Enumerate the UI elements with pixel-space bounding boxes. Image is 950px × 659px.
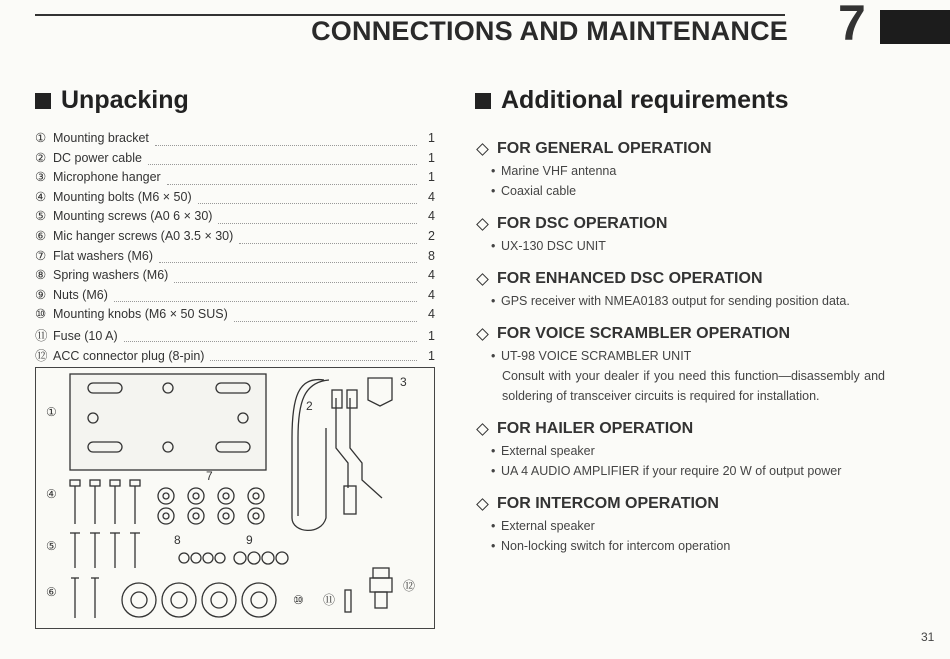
requirement-heading: FOR INTERCOM OPERATION	[497, 495, 719, 512]
item-label: Mic hanger screws (A0 3.5 × 30)	[53, 228, 234, 243]
list-item	[35, 248, 435, 268]
item-number: ①	[35, 131, 47, 145]
list-item	[35, 169, 435, 189]
list-item	[35, 326, 435, 346]
item-number: ④	[35, 189, 47, 204]
item-number: ⑥	[35, 228, 47, 243]
mounting-bracket-illustration	[70, 374, 266, 470]
item-qty: 4	[428, 268, 435, 283]
item-number: ②	[35, 150, 47, 165]
requirement-note: Consult with your dealer if you need this function—disassembly and soldering of transceiver circuits is required for installation.	[502, 369, 885, 403]
mic-hanger-screws-illustration	[71, 578, 99, 618]
item-number: ⑫	[35, 348, 48, 363]
figure-label: 3	[400, 375, 407, 389]
requirement-section	[475, 215, 885, 256]
additional-requirements-heading	[475, 86, 789, 115]
dot-leader	[155, 144, 417, 146]
requirement-section	[475, 495, 885, 556]
list-item	[35, 306, 435, 326]
requirement-section	[475, 325, 885, 406]
requirement-bullet: • UT-98 VOICE SCRAMBLER UNIT	[491, 349, 692, 363]
figure-label: ④	[46, 487, 57, 501]
figure-label: 7	[206, 469, 213, 483]
requirements-list	[475, 140, 885, 570]
accessories-illustration	[36, 368, 434, 628]
list-item	[35, 346, 435, 366]
requirement-bullet: • Coaxial cable	[491, 184, 577, 198]
item-label: Spring washers (M6)	[53, 268, 169, 283]
accessories-figure	[35, 367, 435, 629]
dot-leader	[239, 242, 417, 244]
list-item	[35, 228, 435, 248]
item-label: ACC connector plug (8-pin)	[53, 348, 205, 363]
list-item	[35, 189, 435, 209]
dot-leader	[218, 222, 417, 224]
unpacking-list	[35, 130, 435, 365]
list-item	[35, 150, 435, 170]
list-item	[35, 130, 435, 150]
dot-leader	[198, 202, 417, 204]
diamond-bullet-icon	[476, 273, 489, 286]
item-label: Flat washers (M6)	[53, 248, 154, 263]
item-number: ⑩	[35, 307, 47, 322]
figure-label: 8	[174, 533, 181, 547]
item-number: ③	[35, 170, 47, 185]
list-item	[35, 267, 435, 287]
spring-washers-illustration	[179, 553, 225, 563]
requirement-section	[475, 270, 885, 311]
acc-connector-plug-illustration	[370, 568, 392, 608]
item-number: ⑧	[35, 268, 47, 283]
item-qty: 4	[428, 287, 435, 302]
unpacking-title: Unpacking	[61, 86, 189, 114]
requirement-bullet: • External speaker	[491, 444, 595, 458]
item-number: ⑤	[35, 209, 47, 224]
mounting-bolts-illustration	[70, 480, 140, 524]
dot-leader	[124, 340, 417, 342]
requirement-bullet: • Non-locking switch for intercom operation	[491, 539, 731, 553]
figure-label: 9	[246, 533, 253, 547]
dot-leader	[234, 320, 417, 322]
mic-hanger-illustration	[368, 378, 392, 406]
item-qty: 2	[428, 228, 435, 243]
figure-label: 2	[306, 399, 313, 413]
square-bullet-icon	[475, 93, 491, 109]
page-number: 31	[921, 630, 935, 644]
item-label: DC power cable	[53, 150, 142, 165]
item-label: Fuse (10 A)	[53, 328, 118, 343]
fuse-illustration	[345, 590, 351, 612]
list-item	[35, 287, 435, 307]
item-label: Mounting bracket	[53, 131, 149, 145]
item-label: Mounting bolts (M6 × 50)	[53, 189, 192, 204]
requirement-bullet: • UA 4 AUDIO AMPLIFIER if your require 20 W of output power	[491, 464, 842, 478]
item-number: ⑪	[35, 328, 48, 343]
figure-label: ⑫	[403, 579, 416, 593]
chapter-tab	[880, 10, 950, 44]
requirement-section	[475, 140, 885, 201]
diamond-bullet-icon	[476, 143, 489, 156]
item-label: Mounting knobs (M6 × 50 SUS)	[53, 307, 228, 322]
list-item	[35, 208, 435, 228]
item-number: ⑨	[35, 287, 47, 302]
diamond-bullet-icon	[476, 328, 489, 341]
figure-label: ①	[46, 405, 57, 419]
item-label: Nuts (M6)	[53, 287, 108, 302]
flat-washers-illustration	[158, 488, 264, 524]
diamond-bullet-icon	[476, 423, 489, 436]
diamond-bullet-icon	[476, 498, 489, 511]
requirement-heading: FOR VOICE SCRAMBLER OPERATION	[497, 325, 791, 342]
square-bullet-icon	[35, 93, 51, 109]
requirement-heading: FOR DSC OPERATION	[497, 215, 668, 232]
requirement-heading: FOR HAILER OPERATION	[497, 420, 694, 437]
item-qty: 1	[428, 150, 435, 165]
requirement-heading: FOR GENERAL OPERATION	[497, 140, 712, 157]
dot-leader	[159, 261, 417, 263]
diamond-bullet-icon	[476, 218, 489, 231]
figure-label: ⑤	[46, 539, 57, 553]
requirement-bullet: • External speaker	[491, 519, 595, 533]
dot-leader	[174, 281, 417, 283]
item-qty: 1	[428, 328, 435, 343]
item-qty: 1	[428, 348, 435, 363]
item-number: ⑦	[35, 248, 47, 263]
item-label: Mounting screws (A0 6 × 30)	[53, 209, 213, 224]
dot-leader	[148, 163, 417, 165]
item-qty: 8	[428, 248, 435, 263]
item-qty: 4	[428, 307, 435, 322]
requirement-bullet: • GPS receiver with NMEA0183 output for sending position data.	[491, 294, 850, 308]
mounting-knobs-illustration	[122, 583, 276, 617]
dot-leader	[114, 300, 417, 302]
requirement-bullet: • Marine VHF antenna	[491, 164, 617, 178]
item-qty: 4	[428, 189, 435, 204]
additional-requirements-title: Additional requirements	[501, 86, 789, 114]
mounting-screws-illustration	[70, 533, 140, 568]
requirement-bullet: • UX-130 DSC UNIT	[491, 239, 606, 253]
figure-label: ⑪	[323, 593, 336, 607]
item-qty: 1	[428, 170, 435, 185]
nuts-illustration	[234, 552, 288, 564]
requirement-heading: FOR ENHANCED DSC OPERATION	[497, 270, 763, 287]
chapter-title: CONNECTIONS AND MAINTENANCE	[311, 16, 788, 46]
figure-label: ⑩	[293, 593, 304, 607]
figure-label: ⑥	[46, 585, 57, 599]
unpacking-heading	[35, 86, 189, 115]
item-label: Microphone hanger	[53, 170, 161, 185]
item-qty: 1	[428, 131, 435, 145]
dot-leader	[210, 359, 417, 361]
chapter-number: 7	[838, 0, 866, 51]
item-qty: 4	[428, 209, 435, 224]
requirement-section	[475, 420, 885, 481]
dot-leader	[167, 183, 417, 185]
